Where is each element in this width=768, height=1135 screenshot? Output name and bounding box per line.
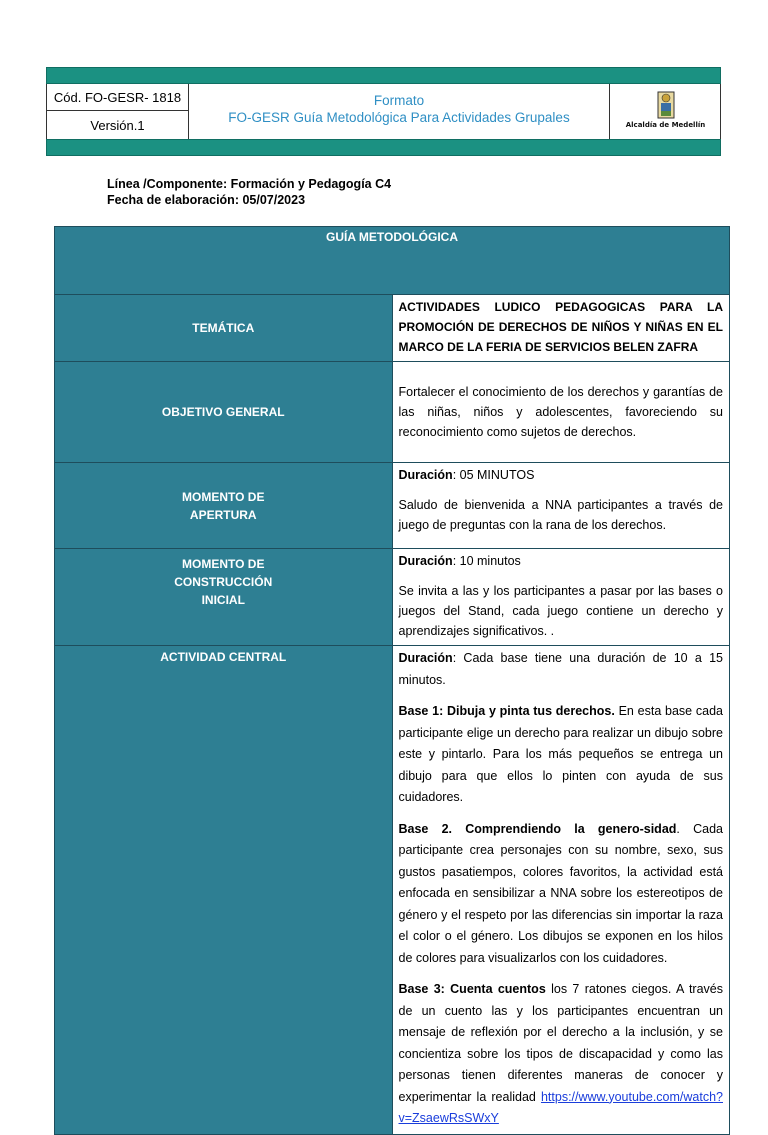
apertura-label-line1: MOMENTO DE <box>182 489 265 504</box>
tematica-label: TEMÁTICA <box>55 295 393 362</box>
apertura-duration-label: Duración <box>398 468 453 482</box>
construccion-label <box>55 549 393 646</box>
tematica-value <box>392 295 730 362</box>
header-info-row <box>46 84 721 139</box>
table-row <box>55 549 730 646</box>
base1-title: Base 1: Dibuja y pinta tus derechos. <box>398 704 615 718</box>
document-meta <box>107 176 391 208</box>
document-version: Versión.1 <box>90 117 145 133</box>
apertura-text: Saludo de bienvenida a NNA participantes a través de juego de preguntas con la rana de los derechos. <box>398 498 723 532</box>
document-title <box>189 92 609 126</box>
apertura-duration-value: : 05 MINUTOS <box>452 468 535 482</box>
table-heading: GUÍA METODOLÓGICA <box>55 227 730 295</box>
header-bottom-band <box>46 139 721 156</box>
objetivo-label: OBJETIVO GENERAL <box>55 362 393 463</box>
document-code: Cód. FO-GESR- 1818 <box>47 84 188 111</box>
methodological-guide-table <box>54 226 730 1135</box>
youtube-link[interactable]: https://www.youtube.com/watch?v=ZsaewRsSWxY <box>398 1089 723 1125</box>
apertura-label <box>55 463 393 549</box>
apertura-label-line2: APERTURA <box>189 507 257 522</box>
table-row <box>55 295 730 362</box>
table-row <box>55 463 730 549</box>
table-row <box>55 646 730 1135</box>
document-title-line1: Formato <box>373 93 425 108</box>
base3-title: Base 3: Cuenta cuentos <box>398 982 546 996</box>
base3-text: los 7 ratones ciegos. A través de un cuento las y los participantes encuentran un mensaje de reflexión por el derecho a la inclusión, y se concientiza sobre los tipos de discapacidad y como las personas tienen diferentes maneras de conocer y experimentar la realidad <box>398 982 723 1104</box>
base2-text: . Cada participante crea personajes con su nombre, sexo, sus gustos pasatiempos, colores favoritos, la actividad está enfocada en sensibilizar a NNA sobre los estereotipos de género y el respeto por las diferencias sin importar la raza el color o el género. Los dibujos se exponen en los hilos de colores para visualizarlos con los cuidadores. <box>398 821 723 965</box>
central-label: ACTIVIDAD CENTRAL <box>55 646 393 1135</box>
construccion-value <box>392 549 730 646</box>
objetivo-text: Fortalecer el conocimiento de los derechos y garantías de las niñas, niños y adolescentes, favoreciendo su reconocimiento como sujetos de derechos. <box>398 385 723 439</box>
central-value <box>392 646 730 1135</box>
alcaldia-logo <box>610 84 721 139</box>
construccion-label-line1: MOMENTO DE <box>182 557 265 571</box>
construccion-duration-label: Duración <box>398 554 453 568</box>
tematica-text: ACTIVIDADES LUDICO PEDAGOGICAS PARA LA PROMOCIÓN DE DERECHOS DE NIÑOS Y NIÑAS EN EL MARCO DE LA FERIA DE SERVICIOS BELEN ZAFRA <box>398 300 723 354</box>
logo-caption: Alcaldía de Medellín <box>625 121 706 129</box>
table-heading-row <box>55 227 730 295</box>
table-row <box>55 362 730 463</box>
base1-text: En esta base cada participante elige un derecho para realizar un dibujo sobre este y pintarlo. Para los más pequeños se entrega un dibujo para que ellos lo pinten con ayuda de sus cuidadores. <box>398 704 723 804</box>
central-duration-label: Duración <box>398 651 453 665</box>
header-top-band <box>46 67 721 84</box>
document-header <box>46 67 721 156</box>
construccion-text: Se invita a las y los participantes a pasar por las bases o juegos del Stand, cada juego contiene un derecho y aprendizajes significativos. . <box>398 584 723 638</box>
base3-paragraph <box>399 979 724 1130</box>
base2-title: Base 2. Comprendiendo la genero-sidad <box>398 821 677 836</box>
apertura-value <box>392 463 730 549</box>
base2-paragraph <box>399 819 724 970</box>
objetivo-value <box>392 362 730 463</box>
line-component: Línea /Componente: Formación y Pedagogía C4 <box>107 177 392 191</box>
base1-paragraph <box>399 701 724 809</box>
construccion-label-line2: CONSTRUCCIÓN <box>174 575 273 589</box>
elaboration-date: Fecha de elaboración: 05/07/2023 <box>107 193 306 207</box>
construccion-label-line3: INICIAL <box>201 593 245 607</box>
construccion-duration-value: : 10 minutos <box>452 554 521 568</box>
coat-of-arms-icon <box>656 90 676 120</box>
document-title-line2: FO-GESR Guía Metodológica Para Actividades Grupales <box>228 110 570 125</box>
central-duration-value: : Cada base tiene una duración de 10 a 15 minutos. <box>398 651 723 687</box>
